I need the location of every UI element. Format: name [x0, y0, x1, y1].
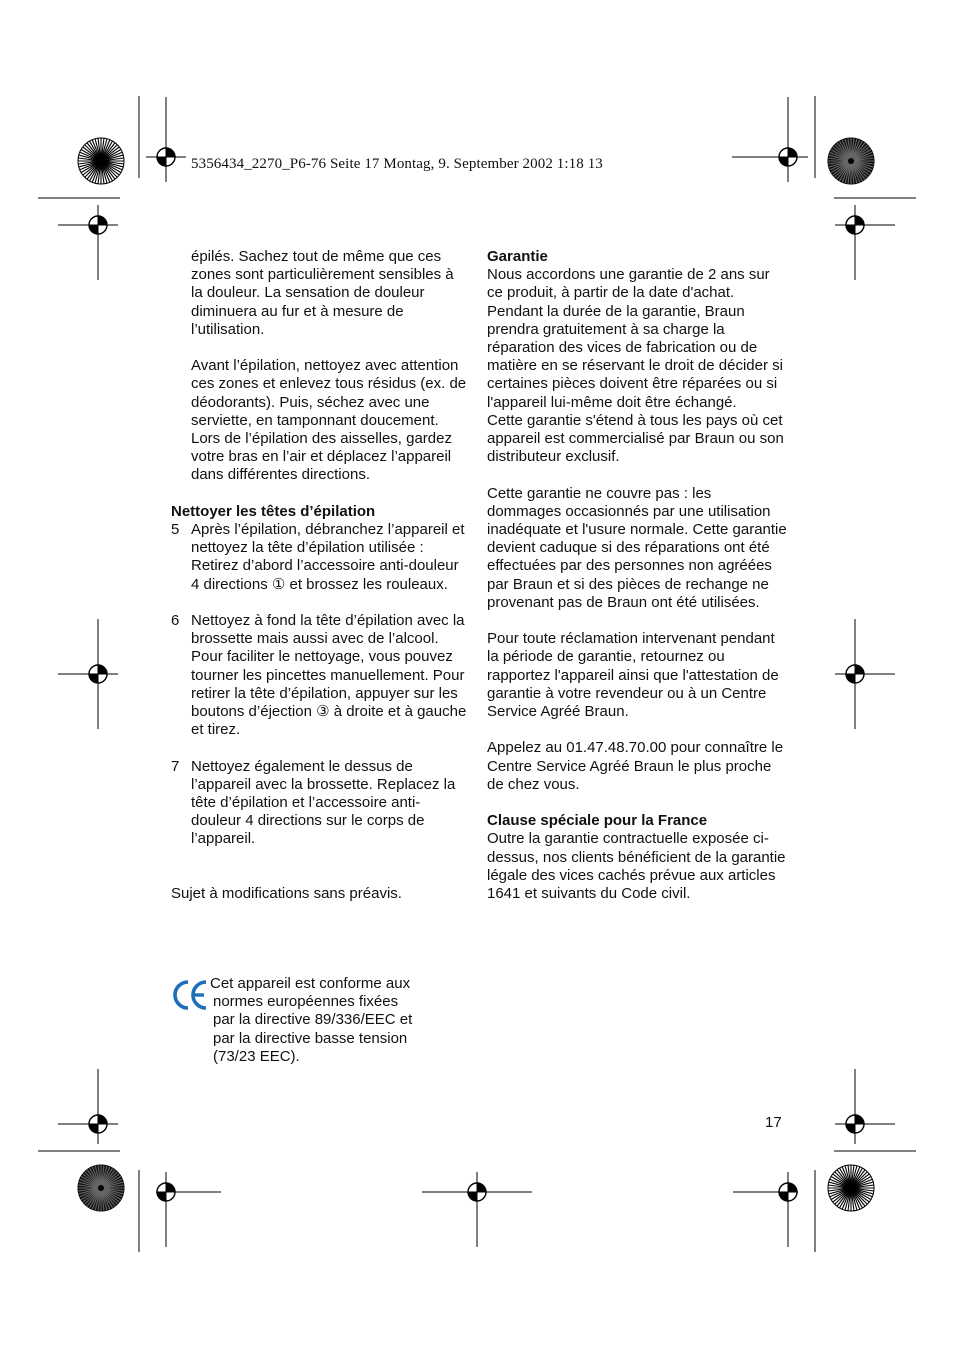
target-quadrant — [166, 1183, 175, 1192]
ce-mark-icon — [171, 978, 209, 1012]
warranty-scope-paragraph: Cette garantie s'étend à tous les pays où cet appareil est commercialisé par Braun ou son distributeur exclusif. — [487, 411, 784, 466]
ce-line: par la directive basse tension — [213, 1029, 408, 1047]
phone-paragraph: Appelez au 01.47.48.70.00 pour connaître le Centre Service Agréé Braun le plus proche de chez vous. — [487, 739, 784, 793]
ce-line: par la directive 89/336/EEC et — [213, 1011, 413, 1029]
cleaning-heading: Nettoyer les têtes d’épilation — [171, 502, 376, 520]
step-number: 6 — [171, 612, 180, 630]
warranty-heading: Garantie — [487, 248, 548, 265]
target-quadrant — [788, 148, 797, 157]
target-quadrant — [166, 148, 175, 157]
target-quadrant — [157, 1192, 166, 1201]
target-quadrant — [855, 216, 864, 225]
step-text: Nettoyez également le dessus de l’appareil avec la brossette. Replacez la tête d’épilation et l’accessoire anti-douleur 4 directions sur le corps de l’appareil. — [191, 757, 456, 848]
special-clause-heading: Clause spéciale pour la France — [487, 812, 708, 830]
print-header: 5356434_2270_P6-76 Seite 17 Montag, 9. September 2002 1:18 13 — [191, 156, 603, 172]
target-quadrant — [855, 1115, 864, 1124]
target-quadrant — [89, 674, 98, 683]
intro-paragraph: épilés. Sachez tout de même que ces zones sont particulièrement sensibles à la douleur. La sensation de douleur diminuera au fur et à mesure de l’utilisation. — [191, 248, 454, 338]
modification-notice: Sujet à modifications sans préavis. — [171, 885, 402, 903]
star-center — [98, 158, 104, 164]
ce-line: Cet appareil est conforme aux — [210, 975, 411, 992]
target-quadrant — [779, 157, 788, 166]
target-quadrant — [98, 665, 107, 674]
page-number: 17 — [765, 1114, 782, 1131]
target-quadrant — [98, 216, 107, 225]
target-quadrant — [468, 1192, 477, 1201]
claims-paragraph: Pour toute réclamation intervenant pendant la période de garantie, retournez ou rapportez l'appareil ainsi que l'attestation de garantie à votre revendeur ou à un Centre Service Agréé Braun. — [487, 630, 779, 721]
star-center — [98, 1185, 104, 1191]
step-number: 5 — [171, 521, 180, 539]
step-text: Après l’épilation, débranchez l’appareil et nettoyez la tête d’épilation utilisée : Retirez d’abord l’accessoire anti-douleur 4 directions ① et brossez les rouleaux. — [191, 521, 465, 593]
warranty-paragraph: Nous accordons une garantie de 2 ans sur ce produit, à partir de la date d'achat. Pendant la durée de la garantie, Braun prendra gratuitement à sa charge la réparation des vices de fabrication ou de matière en se réservant le droit de décider si certaines pièces doivent être réparées ou si l'appareil lui-même doit être échangé. — [487, 266, 783, 411]
step-item — [171, 612, 467, 739]
target-quadrant — [89, 225, 98, 234]
step-text: Nettoyez à fond la tête d’épilation avec la brossette mais aussi avec de l’alcool. Pour faciliter le nettoyage, vous pouvez tourner les pincettes manuellement. Pour retirer la tête d’épilation, appuyer sur les boutons d’éjection ③ à droite et à gauche et tirez. — [191, 612, 467, 739]
step-number: 7 — [171, 757, 180, 775]
target-quadrant — [89, 1124, 98, 1133]
left-column — [171, 248, 467, 903]
ce-line: (73/23 EEC). — [213, 1047, 300, 1065]
ce-line: normes européennes fixées — [213, 993, 399, 1011]
target-quadrant — [846, 674, 855, 683]
target-quadrant — [788, 1183, 797, 1192]
exclusions-paragraph: Cette garantie ne couvre pas : les dommages occasionnés par une utilisation inadéquate et l'usure normale. Cette garantie devient caduque si des réparations ont été effectuées par des personnes non agréées par Braun et si des pièces de rechange ne provenant pas de Braun ont été utilisées. — [487, 484, 787, 611]
right-column — [487, 248, 787, 903]
target-quadrant — [846, 1124, 855, 1133]
star-center — [848, 1185, 854, 1191]
target-quadrant — [477, 1183, 486, 1192]
target-quadrant — [157, 157, 166, 166]
star-center — [848, 158, 854, 164]
step-item — [171, 521, 467, 594]
ce-text — [210, 975, 443, 1066]
target-quadrant — [98, 1115, 107, 1124]
target-quadrant — [855, 665, 864, 674]
target-quadrant — [846, 225, 855, 234]
armpit-paragraph: Avant l’épilation, nettoyez avec attention ces zones et enlevez tous résidus (ex. de déodorants). Puis, séchez avec une serviette, en tamponnant doucement. Lors de l’épilation des aisselles, gardez votre bras en l’air et déplacez l’appareil dans différentes directions. — [191, 357, 467, 484]
target-quadrant — [779, 1192, 788, 1201]
step-item — [171, 758, 467, 849]
special-clause-paragraph: Outre la garantie contractuelle exposée ci-dessus, nos clients bénéficient de la garantie légale des vices cachés prévue aux articles 1641 et suivants du Code civil. — [487, 830, 786, 903]
